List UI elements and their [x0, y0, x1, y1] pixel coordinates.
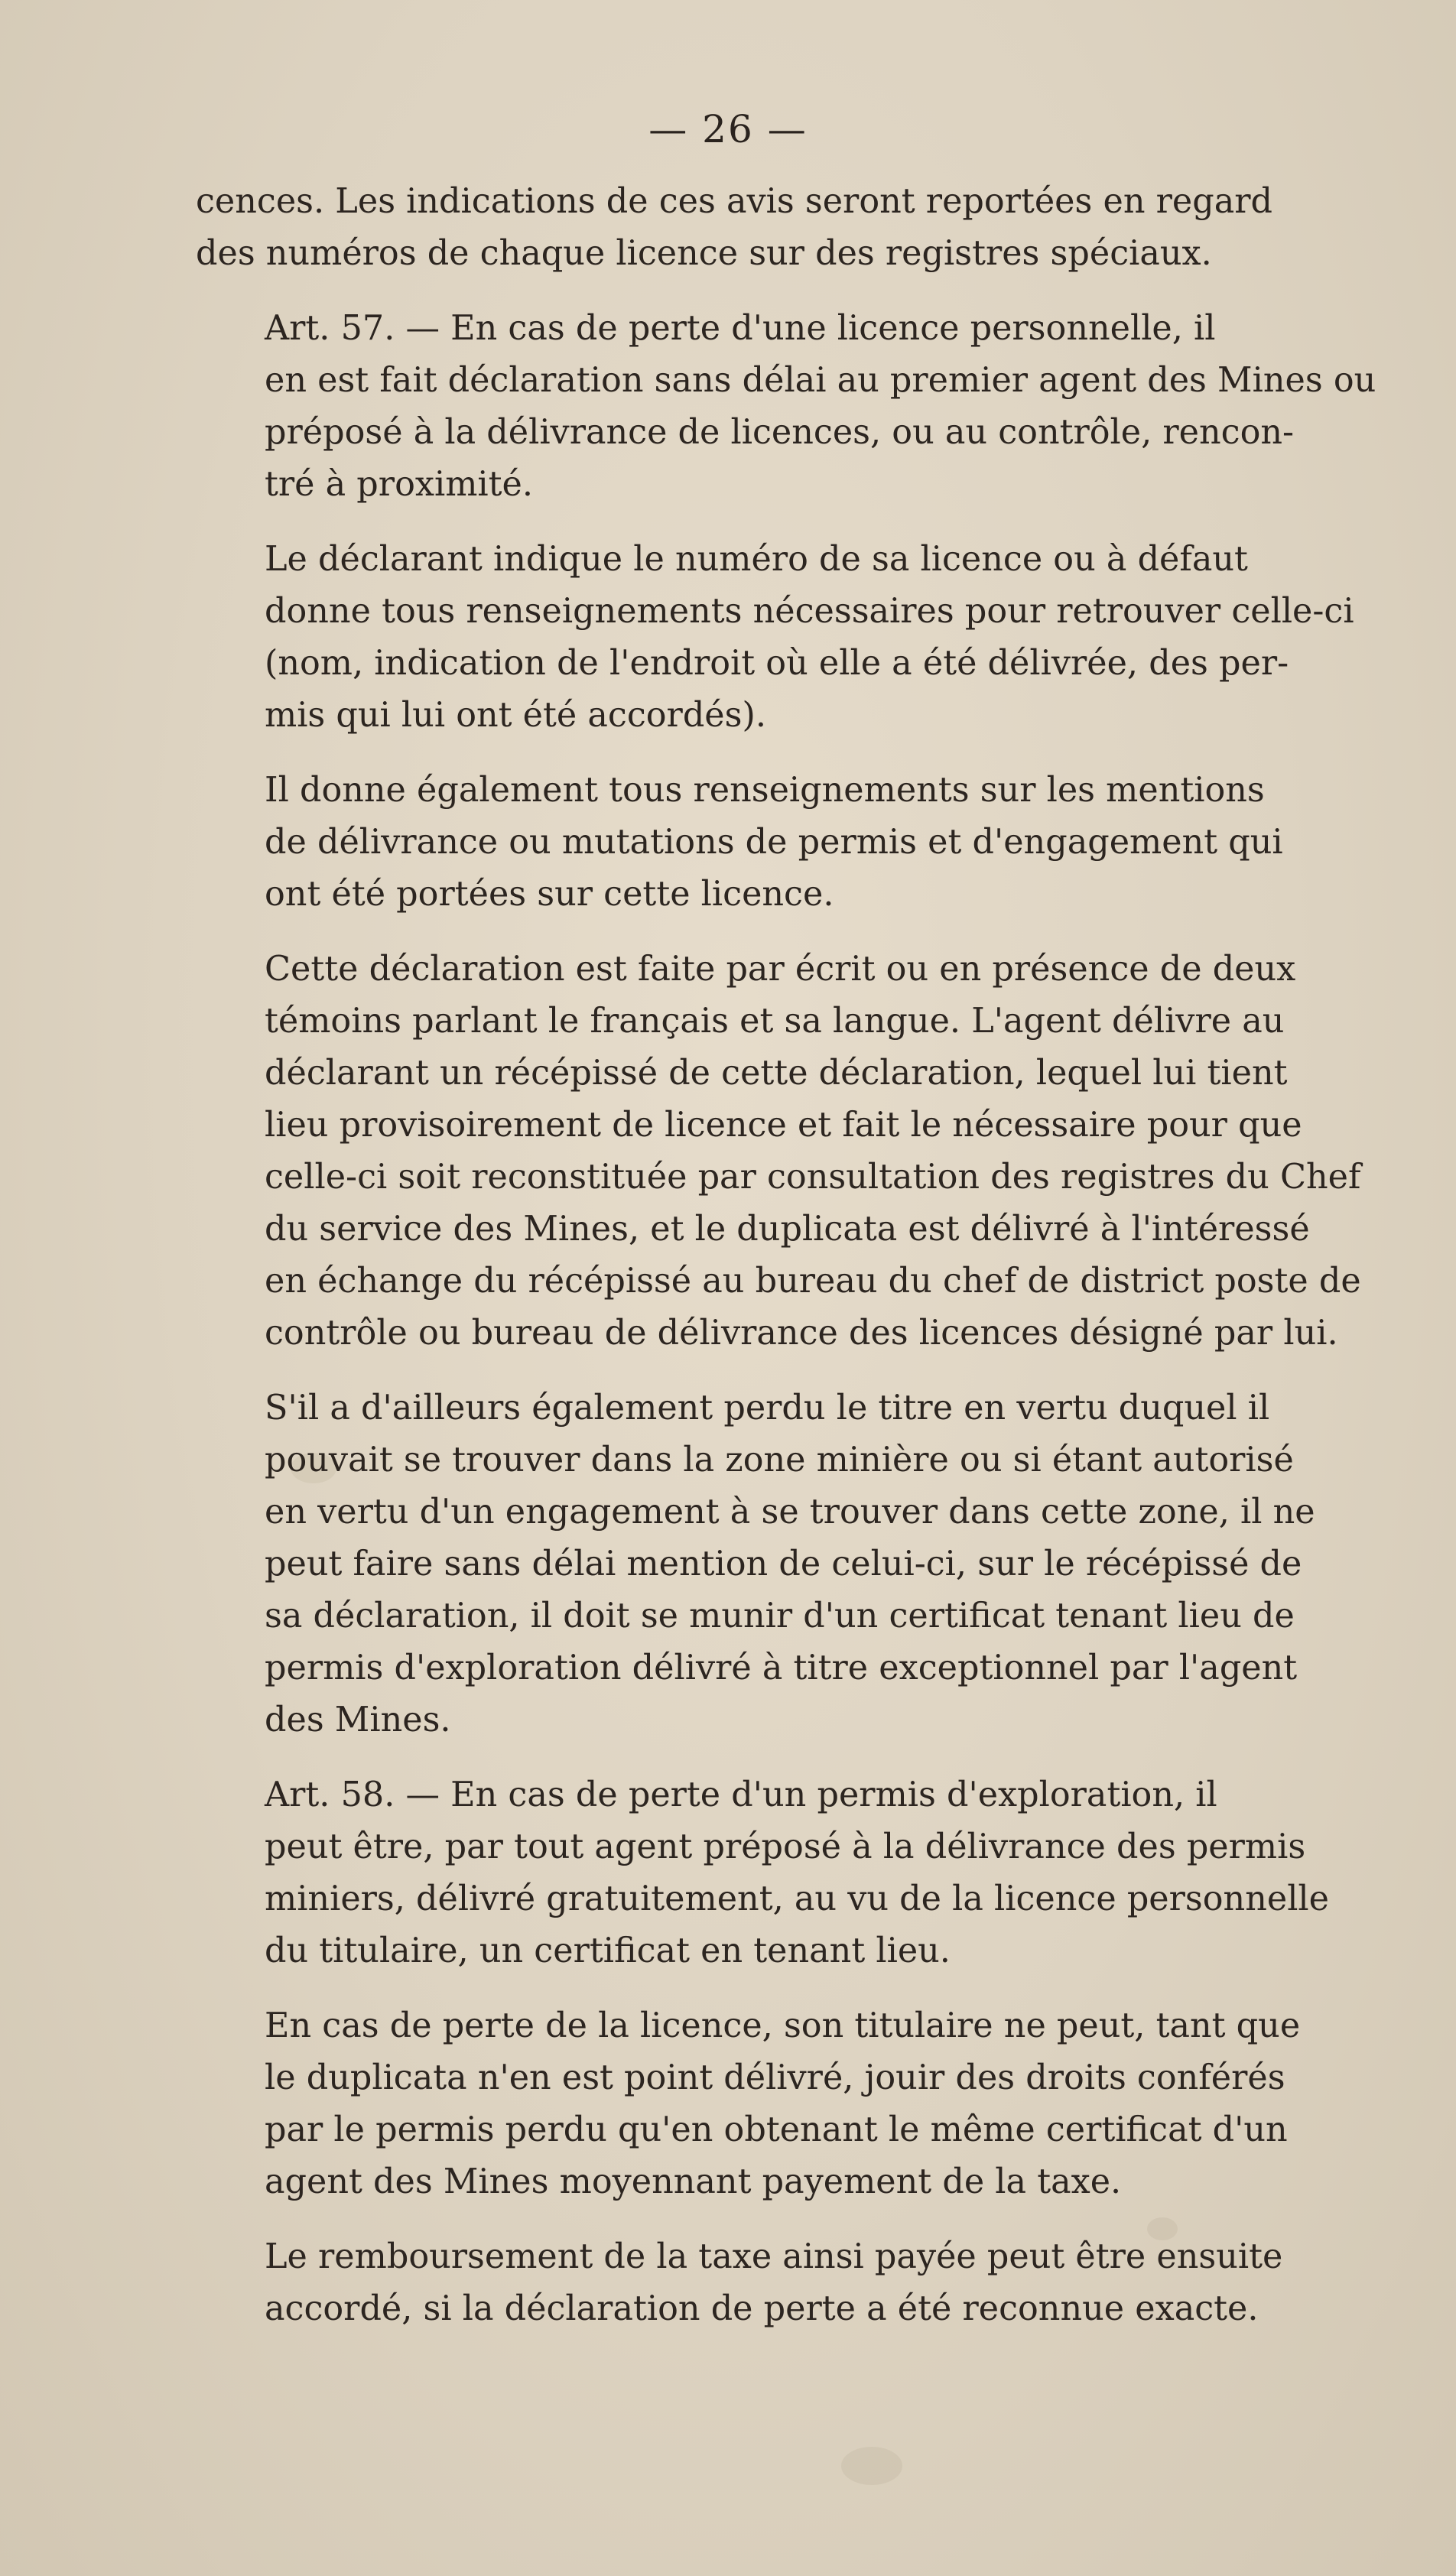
text-line: tré à proximité.	[265, 465, 533, 504]
text-line: en est fait déclaration sans délai au premier agent des Mines ou	[265, 361, 1376, 400]
text-line: Le déclarant indique le numéro de sa licence ou à défaut	[265, 540, 1248, 579]
text-line: lieu provisoirement de licence et fait le nécessaire pour que	[265, 1106, 1302, 1145]
text-line: cences. Les indications de ces avis seront reportées en regard	[196, 182, 1273, 221]
page-number: — 26 —	[648, 107, 808, 151]
text-line: déclarant un récépissé de cette déclaration, lequel lui tient	[265, 1054, 1288, 1093]
text-line: Art. 58. — En cas de perte d'un permis d'exploration, il	[265, 1775, 1217, 1814]
text-line: préposé à la délivrance de licences, ou au contrôle, rencon-	[265, 413, 1295, 452]
paragraph	[196, 2231, 1389, 2335]
text-line: en échange du récépissé au bureau du chef de district poste de	[265, 1262, 1361, 1301]
text-line: En cas de perte de la licence, son titulaire ne peut, tant que	[265, 2006, 1301, 2045]
body-text	[196, 176, 1389, 2358]
text-line: sa déclaration, il doit se munir d'un certificat tenant lieu de	[265, 1597, 1295, 1636]
text-line: du service des Mines, et le duplicata est délivré à l'intéressé	[265, 1210, 1310, 1249]
text-line: permis d'exploration délivré à titre exceptionnel par l'agent	[265, 1649, 1298, 1688]
text-line: agent des Mines moyennant payement de la taxe.	[265, 2162, 1122, 2201]
text-line: du titulaire, un certificat en tenant lieu.	[265, 1931, 951, 1970]
text-line: le duplicata n'en est point délivré, jouir des droits conférés	[265, 2058, 1285, 2097]
text-line: contrôle ou bureau de délivrance des licences désigné par lui.	[265, 1314, 1338, 1353]
text-line: miniers, délivré gratuitement, au vu de la licence personnelle	[265, 1879, 1329, 1918]
text-line: peut faire sans délai mention de celui-ci, sur le récépissé de	[265, 1545, 1302, 1584]
text-line: Art. 57. — En cas de perte d'une licence personnelle, il	[265, 309, 1216, 348]
text-line: (nom, indication de l'endroit où elle a été délivrée, des per-	[265, 644, 1289, 683]
paragraph	[196, 534, 1389, 742]
paragraph	[196, 2000, 1389, 2208]
text-line: Le remboursement de la taxe ainsi payée peut être ensuite	[265, 2237, 1283, 2276]
text-line: accordé, si la déclaration de perte a été reconnue exacte.	[265, 2289, 1259, 2328]
paragraph	[196, 1382, 1389, 1746]
text-line: ont été portées sur cette licence.	[265, 875, 834, 914]
text-line: S'il a d'ailleurs également perdu le titre en vertu duquel il	[265, 1389, 1270, 1428]
text-line: de délivrance ou mutations de permis et d'engagement qui	[265, 823, 1283, 862]
text-line: peut être, par tout agent préposé à la délivrance des permis	[265, 1827, 1306, 1866]
paragraph	[196, 765, 1389, 921]
text-line: témoins parlant le français et sa langue. L'agent délivre au	[265, 1002, 1285, 1041]
text-line: donne tous renseignements nécessaires pour retrouver celle-ci	[265, 592, 1354, 631]
text-line: Cette déclaration est faite par écrit ou en présence de deux	[265, 950, 1296, 989]
text-line: des numéros de chaque licence sur des registres spéciaux.	[196, 234, 1212, 273]
text-line: par le permis perdu qu'en obtenant le même certificat d'un	[265, 2110, 1288, 2149]
text-line: Il donne également tous renseignements sur les mentions	[265, 771, 1265, 810]
text-line: en vertu d'un engagement à se trouver dans cette zone, il ne	[265, 1493, 1315, 1532]
paragraph	[196, 176, 1389, 280]
text-line: celle-ci soit reconstituée par consultation des registres du Chef	[265, 1158, 1361, 1197]
paragraph-article-57	[196, 303, 1389, 511]
paragraph-article-58	[196, 1769, 1389, 1977]
paragraph	[196, 944, 1389, 1359]
text-line: pouvait se trouver dans la zone minière ou si étant autorisé	[265, 1441, 1294, 1480]
text-line: mis qui lui ont été accordés).	[265, 696, 766, 735]
paper-stain	[841, 2447, 902, 2485]
text-line: des Mines.	[265, 1701, 451, 1740]
